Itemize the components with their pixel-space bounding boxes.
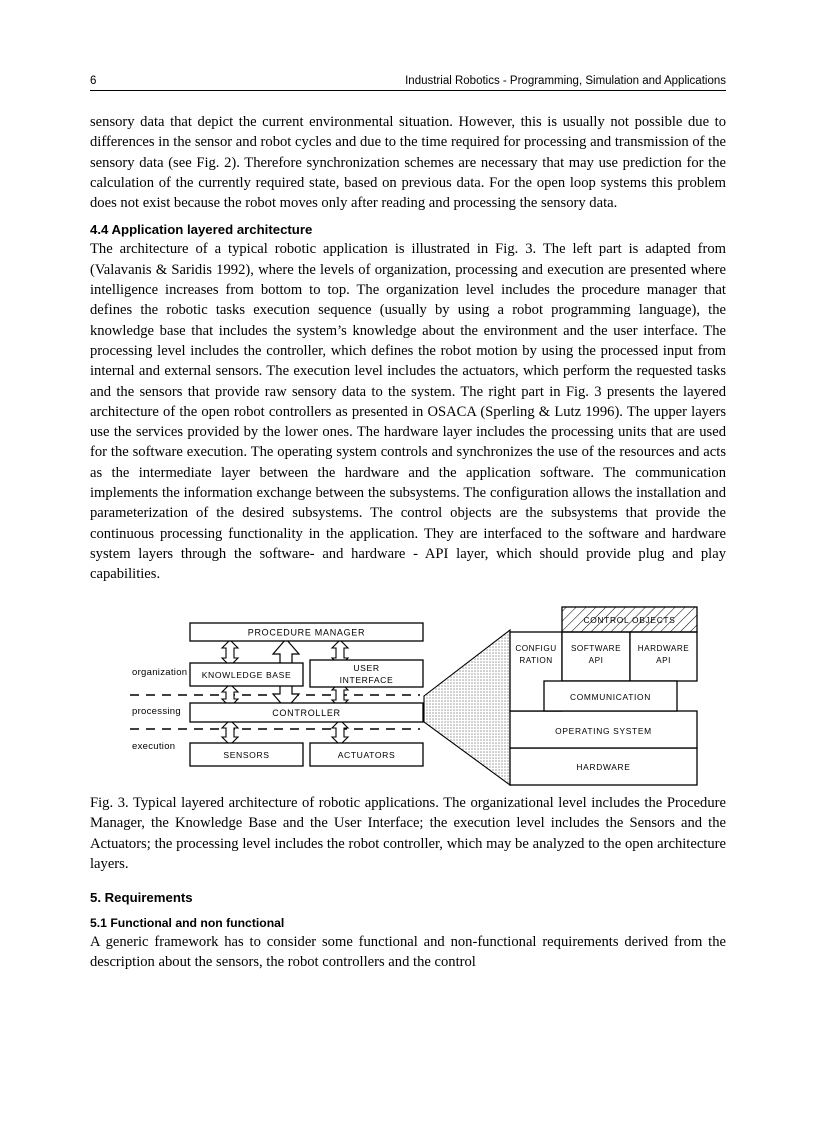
box-configuration-label-line1: CONFIGU <box>515 644 557 653</box>
box-hardware <box>510 748 697 785</box>
funnel-connector <box>424 630 510 785</box>
heading-5-1: 5.1 Functional and non functional <box>90 916 285 930</box>
box-controller-label: CONTROLLER <box>272 708 341 718</box>
box-communication-label: COMMUNICATION <box>569 692 652 702</box>
box-hardware-api-label-line2: API <box>656 656 671 665</box>
paragraph-architecture: The architecture of a typical robotic application is illustrated in Fig. 3. The left part is adapted from (Valavanis & Saridis 1992), where the levels of organization, processing and execution are presented where intelligence increases from bottom to top. The organization level includes the procedure manager that defines the robotic tasks execution sequence (usually by using a robot programming language), the knowledge base that includes the system’s knowledge about the environment and the user interface. The processing level includes the controller, which defines the robot motion by using the processed input from internal and external sensors. The execution level includes the actuators, which perform the requested tasks and the sensors that provide raw sensory data to the system. The right part in Fig. 3 presents the layered architecture of the open robot controllers as presented in OSACA (Sperling & Lutz 1996). The upper layers use the services provided by the lower ones. The hardware layer includes the processing units that are used for the software execution. The operating system controls and synchronizes the use of the resources and acts as the intermediate layer between the hardware and the application software. The communication implements the information exchange between the subsystems. The configuration allows the installation and parameterization of the desired subsystems. The control objects are the subsystems that provide the continuous processing functionality in the application. They are interfaced to the software and hardware system layers through the software- and hardware - API layer, which should provide plug and play capabilities. <box>90 241 726 583</box>
spacer <box>90 907 726 914</box>
figure-3 <box>90 598 726 793</box>
figure-3-caption: Fig. 3. Typical layered architecture of robotic applications. The organizational level includes the Procedure Manager, the Knowledge Base and the User Interface; the execution level includes the Sensors and the Actuators; the processing level includes the robot controller, which may be analyzed to the open architecture layers. <box>90 795 726 872</box>
running-header <box>90 66 726 91</box>
box-operating-system-label: OPERATING SYSTEM <box>555 726 652 736</box>
main-text-column <box>90 112 726 585</box>
level-label-processing: processing <box>132 706 181 717</box>
box-operating-system <box>510 711 697 748</box>
spacer <box>90 213 726 220</box>
arrow-controller-sensors <box>222 720 238 745</box>
box-user-interface <box>310 660 423 687</box>
heading-4-4: 4.4 Application layered architecture <box>90 222 313 238</box>
box-hardware-label: HARDWARE <box>576 762 631 772</box>
box-hardware-api <box>630 632 697 681</box>
figure-3-graphic <box>90 598 726 793</box>
level-label-execution: execution <box>132 741 176 752</box>
box-sensors-label: SENSORS <box>223 750 270 760</box>
box-control-objects <box>562 607 697 632</box>
box-configuration-label-line2: RATION <box>519 656 553 665</box>
level-label-organization: organization <box>132 667 188 678</box>
box-software-api-label-line2: API <box>588 656 604 665</box>
box-control-objects-label: CONTROL OBJECTS <box>583 615 676 625</box>
box-actuators-label: ACTUATORS <box>337 750 396 760</box>
box-knowledge-base-label: KNOWLEDGE BASE <box>201 670 292 680</box>
box-sensors <box>190 743 303 766</box>
box-software-api <box>562 632 630 681</box>
heading-5: 5. Requirements <box>90 890 193 905</box>
arrow-controller-actuators <box>332 720 348 745</box>
box-procedure-manager-label: PROCEDURE MANAGER <box>247 627 366 638</box>
book-title: Industrial Robotics - Programming, Simulation and Applications <box>405 75 726 87</box>
paragraph-requirements: A generic framework has to consider some functional and non-functional requirements derived from the description about the sensors, the robot controllers and the control <box>90 934 726 971</box>
box-user-interface-label-line1: USER <box>353 663 380 673</box>
paragraph-continuation: sensory data that depict the current environmental situation. However, this is usually not possible due to differences in the sensor and robot cycles and due to the time required for processing and transmission of the sensory data (see Fig. 2). Therefore synchronization schemes are necessary that may use prediction for the calculation of the currently required state, based on previous data. For the open loop systems this problem does not exist because the robot moves only after reading and processing the sensory data. <box>90 114 726 212</box>
box-procedure-manager <box>190 623 423 641</box>
requirements-section <box>90 888 726 973</box>
page-number: 6 <box>90 75 97 87</box>
box-controller <box>190 703 423 722</box>
arrow-pm-knowledge-base <box>222 640 238 666</box>
box-knowledge-base <box>190 663 303 686</box>
box-software-api-label-line1: SOFTWARE <box>570 644 622 653</box>
box-communication <box>544 681 677 711</box>
box-user-interface-label-line2: INTERFACE <box>339 675 394 685</box>
box-hardware-api-label-line1: HARDWARE <box>637 644 690 653</box>
box-actuators <box>310 743 423 766</box>
